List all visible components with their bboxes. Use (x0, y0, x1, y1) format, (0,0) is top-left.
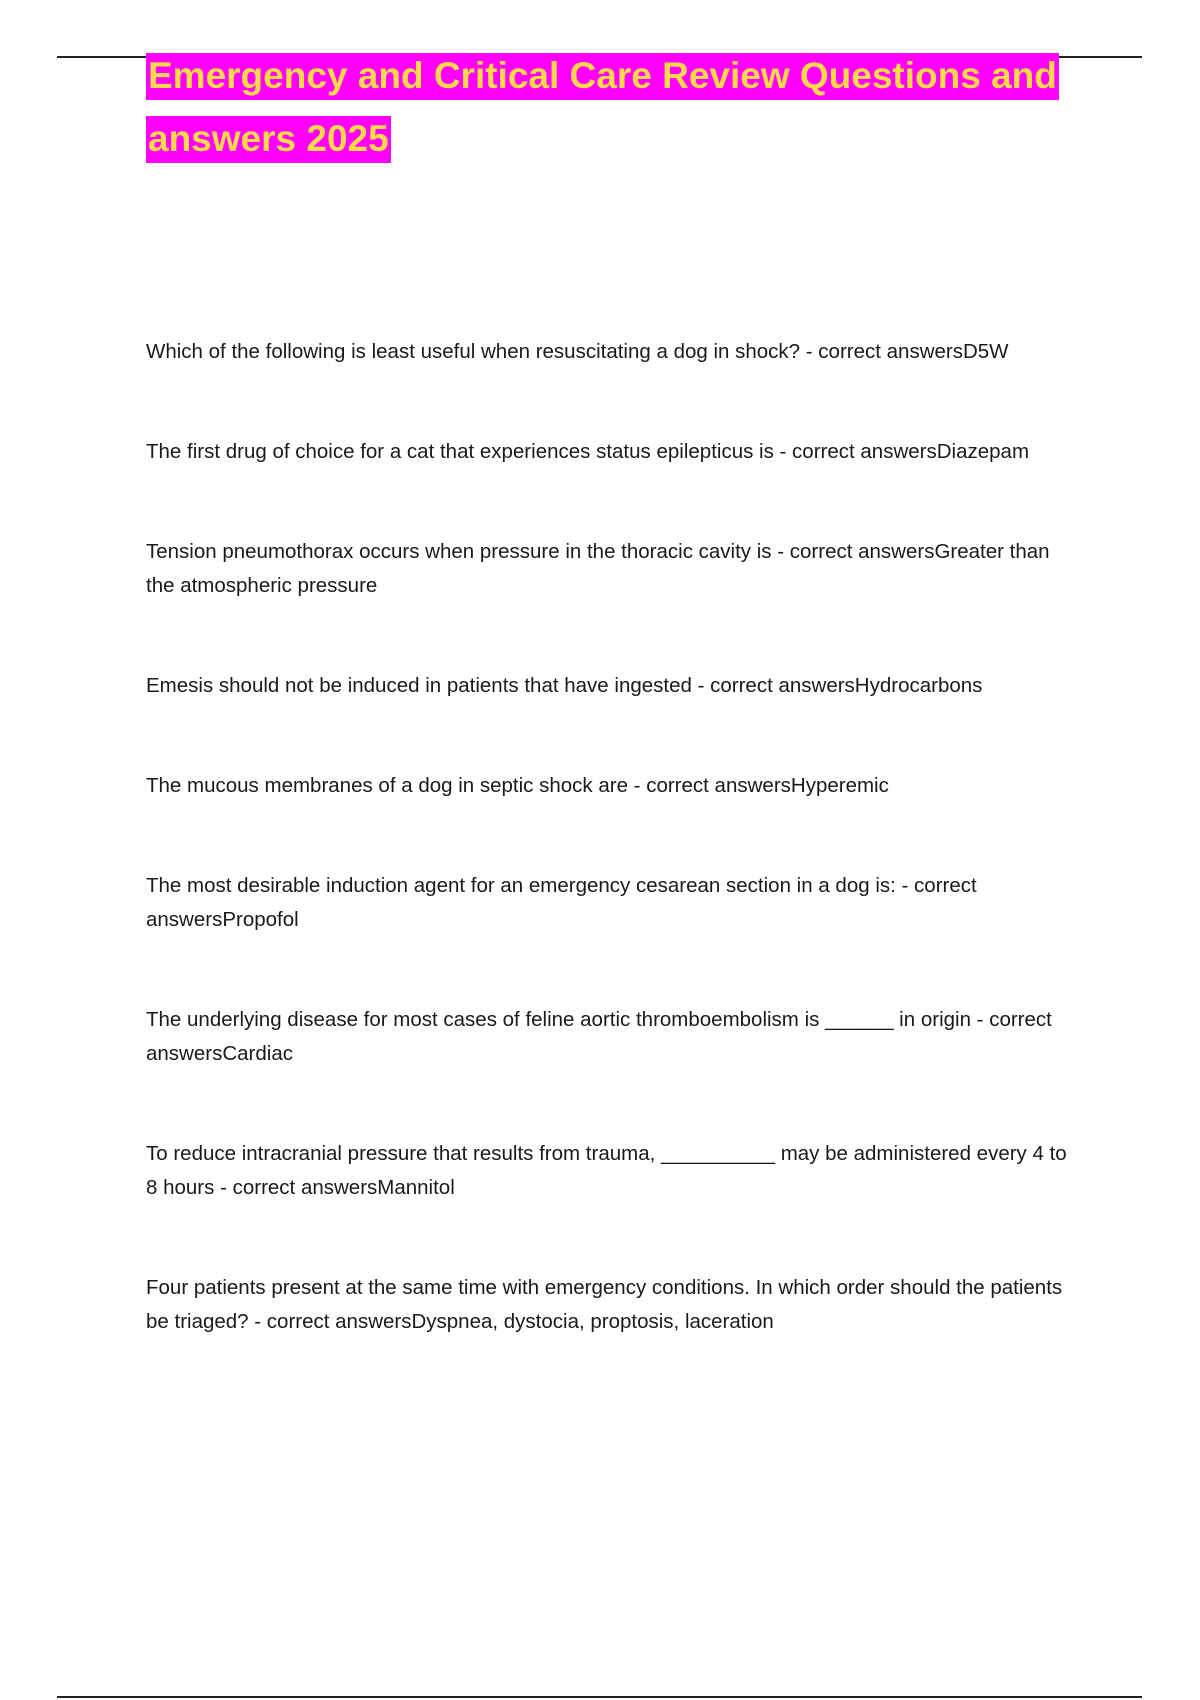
qa-item-8: To reduce intracranial pressure that results from trauma, __________ may be administered every 4 to 8 hours - correct answersMannitol (146, 1142, 1067, 1199)
qa-item-3: Tension pneumothorax occurs when pressure in the thoracic cavity is - correct answersGreater than the atmospheric pressure (146, 540, 1050, 597)
qa-item-9: Four patients present at the same time with emergency conditions. In which order should the patients be triaged? - correct answersDyspnea, dystocia, proptosis, laceration (146, 1276, 1063, 1333)
bottom-rule (57, 1696, 1142, 1698)
qa-item-7: The underlying disease for most cases of feline aortic thromboembolism is ______ in origin - correct answersCardiac (146, 1008, 1052, 1065)
document-title-text: Emergency and Critical Care Review Questions and answers 2025 (146, 53, 1059, 163)
qa-item-5: The mucous membranes of a dog in septic shock are - correct answersHyperemic (146, 774, 889, 797)
qa-item-1: Which of the following is least useful when resuscitating a dog in shock? - correct answersD5W (146, 340, 1009, 363)
qa-item-6: The most desirable induction agent for an emergency cesarean section in a dog is: - correct answersPropofol (146, 874, 977, 931)
document-title (146, 44, 1086, 170)
qa-item-4: Emesis should not be induced in patients that have ingested - correct answersHydrocarbons (146, 674, 983, 697)
qa-list (146, 335, 1076, 1405)
qa-item-2: The first drug of choice for a cat that experiences status epilepticus is - correct answersDiazepam (146, 440, 1030, 463)
